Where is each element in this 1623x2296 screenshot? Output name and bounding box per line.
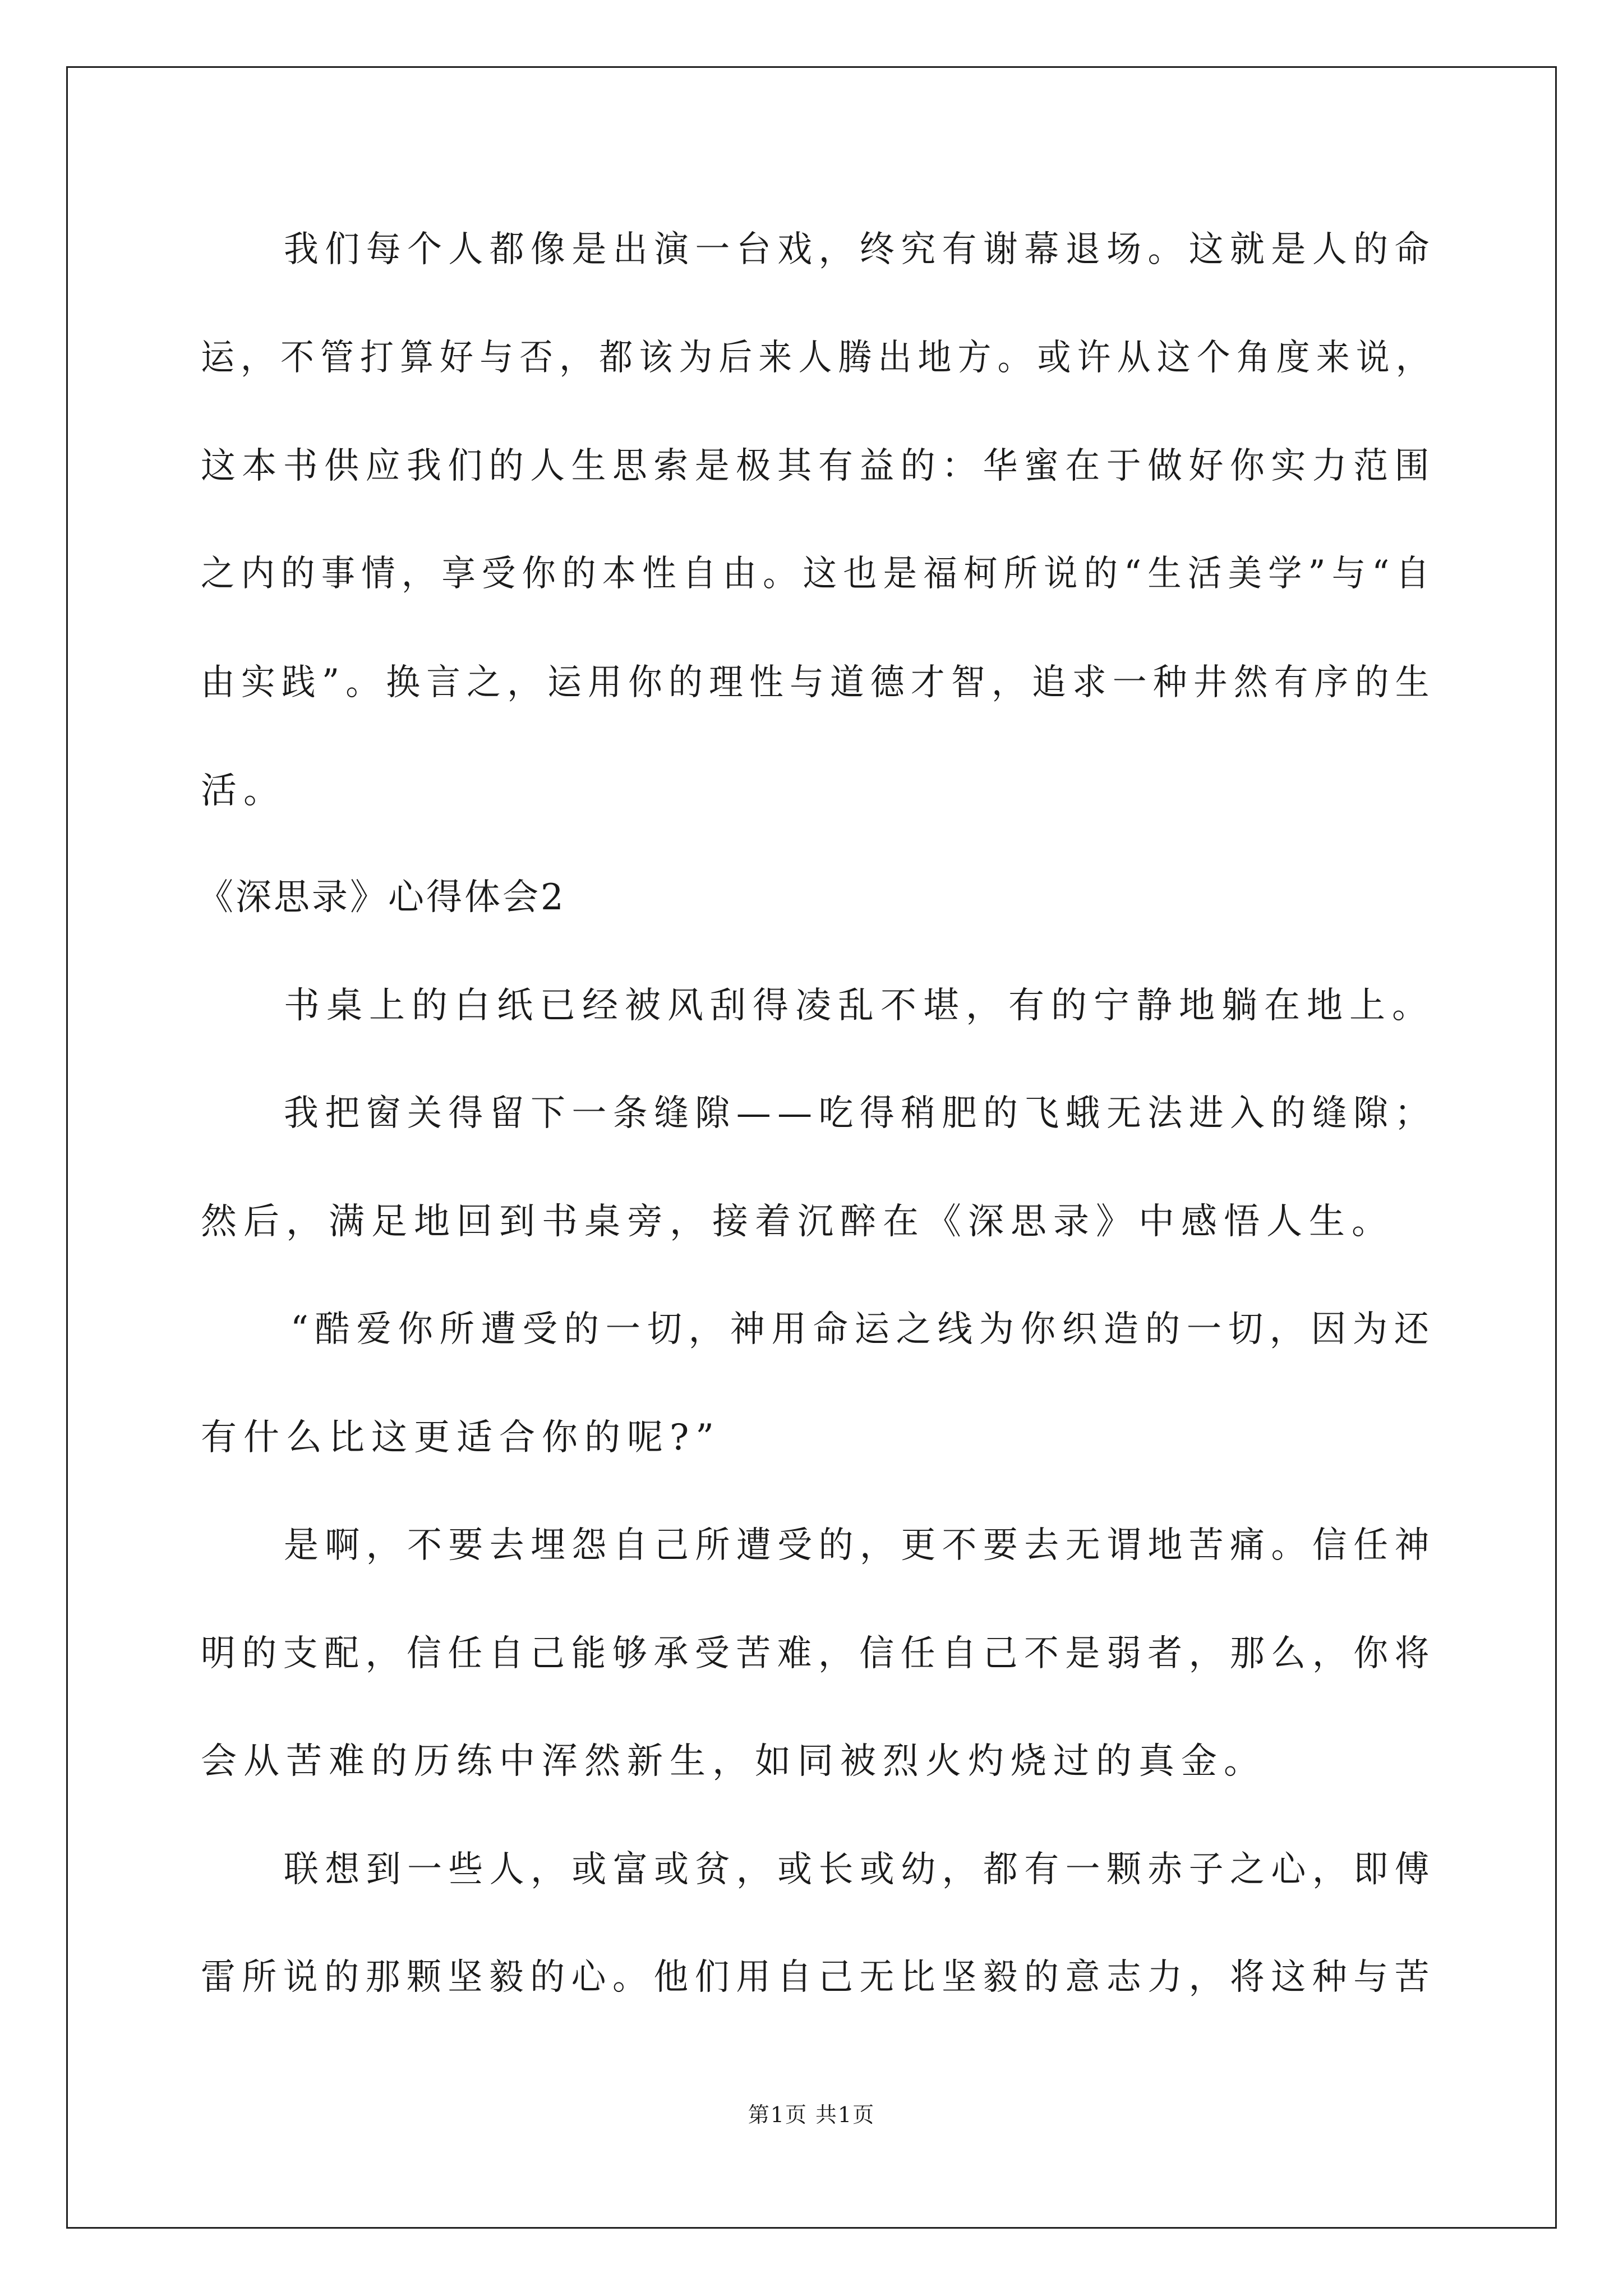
paragraph-line: 有什么比这更适合你的呢?” — [201, 1417, 721, 1458]
paragraph-line: “酷爱你所遭受的一切，神用命运之线为你织造的一切，因为还 — [291, 1309, 1436, 1350]
paragraph-line: 我们每个人都像是出演一台戏，终究有谢幕退场。这就是人的命 — [284, 229, 1436, 270]
paragraph-line: 之内的事情，享受你的本性自由。这也是福柯所说的“生活美学”与“自 — [201, 553, 1436, 595]
paragraph-line: 这本书供应我们的人生思索是极其有益的：华蜜在于做好你实力范围 — [201, 445, 1436, 487]
paragraph-line: 是啊，不要去埋怨自己所遭受的，更不要去无谓地苦痛。信任神 — [284, 1525, 1436, 1566]
paragraph-line: 活。 — [201, 770, 286, 812]
paragraph-line: 雷所说的那颗坚毅的心。他们用自己无比坚毅的意志力，将这种与苦 — [201, 1957, 1436, 1998]
paragraph-line: 运，不管打算好与否，都该为后来人腾出地方。或许从这个角度来说， — [201, 337, 1436, 379]
paragraph-line: 然后，满足地回到书桌旁，接着沉醉在《深思录》中感悟人生。 — [201, 1201, 1394, 1243]
section-heading: 《深思录》心得体会2 — [197, 877, 566, 918]
page-frame — [66, 66, 1557, 2229]
paragraph-line: 我把窗关得留下一条缝隙——吃得稍肥的飞蛾无法进入的缝隙； — [284, 1093, 1436, 1134]
paragraph-line: 由实践”。换言之，运用你的理性与道德才智，追求一种井然有序的生 — [201, 662, 1436, 703]
paragraph-line: 书桌上的白纸已经被风刮得凌乱不堪，有的宁静地躺在地上。 — [284, 985, 1435, 1027]
page-number: 第1页 共1页 — [748, 2102, 875, 2127]
paragraph-line: 联想到一些人，或富或贫，或长或幼，都有一颗赤子之心，即傅 — [284, 1849, 1436, 1890]
paragraph-line: 明的支配，信任自己能够承受苦难，信任自己不是弱者，那么，你将 — [201, 1633, 1436, 1674]
paragraph-line: 会从苦难的历练中浑然新生，如同被烈火灼烧过的真金。 — [201, 1741, 1266, 1782]
